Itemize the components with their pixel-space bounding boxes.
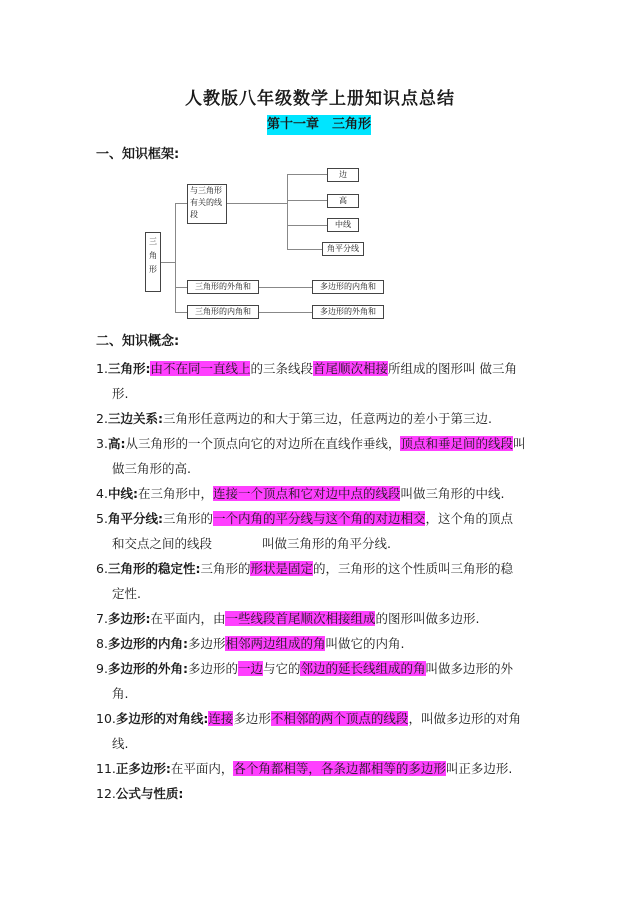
concept-number: 9.	[96, 661, 108, 676]
concept-number: 3.	[96, 436, 108, 451]
diagram-connector	[175, 203, 187, 204]
diagram-leaf-side: 边	[327, 168, 359, 182]
concept-item	[96, 431, 556, 481]
concept-text: 所组成的图形叫 做三角	[387, 361, 517, 376]
concept-term: 三角形:	[107, 361, 151, 376]
concept-text: 的图形叫做多边形.	[375, 611, 480, 626]
concept-text: 在三角形中，	[137, 486, 213, 501]
diagram-polygon-inner-box: 多边形的内角和	[312, 280, 384, 294]
concept-term: 三边关系:	[107, 411, 163, 426]
diagram-connector	[287, 174, 288, 249]
concept-continuation: 做三角形的高.	[112, 461, 191, 476]
highlighted-text: 顶点和垂足间的线段	[400, 436, 513, 451]
concept-term: 中线:	[107, 486, 138, 501]
chapter-heading: 第十一章 三角形	[267, 115, 371, 135]
concept-text: 多边形	[233, 711, 271, 726]
highlighted-text: 一边	[237, 661, 263, 676]
diagram-connector	[287, 249, 327, 250]
concept-item	[96, 406, 556, 431]
highlighted-text: 一个内角的平分线与这个角的对边相交	[212, 511, 426, 526]
concept-text: 的，三角形的这个性质叫三角形的稳	[312, 561, 513, 576]
concept-item	[96, 606, 556, 631]
diagram-leaf-median: 中线	[327, 218, 359, 232]
concept-number: 10.	[96, 711, 116, 726]
concept-item	[96, 631, 556, 656]
concept-item	[96, 706, 556, 756]
diagram-leaf-angle-bisector: 角平分线	[322, 242, 364, 256]
diagram-polygon-outer-box: 多边形的外角和	[312, 305, 384, 319]
concept-term: 多边形的外角:	[107, 661, 188, 676]
concept-text: 从三角形的一个顶点向它的对边所在直线作垂线，	[125, 436, 401, 451]
diagram-outer-angle-box: 三角形的外角和	[187, 280, 259, 294]
highlighted-text: 一些线段首尾顺次相接组成	[225, 611, 376, 626]
diagram-root-box: 三角形	[145, 232, 161, 292]
concept-number: 4.	[96, 486, 108, 501]
concept-number: 2.	[96, 411, 108, 426]
concept-number: 5.	[96, 511, 108, 526]
diagram-connector	[287, 174, 327, 175]
knowledge-framework-diagram	[140, 160, 400, 332]
section-concepts-heading: 二、知识概念:	[96, 334, 180, 349]
concept-text: 三角形的	[162, 511, 213, 526]
concept-text: 三角形的	[200, 561, 251, 576]
highlighted-text: 不相邻的两个顶点的线段	[270, 711, 409, 726]
diagram-connector	[175, 287, 187, 288]
concept-text: 与它的	[262, 661, 301, 676]
concept-text: 叫正多边形.	[445, 761, 513, 776]
concept-item	[96, 356, 556, 406]
page-title: 人教版八年级数学上册知识点总结	[185, 89, 455, 109]
concept-continuation: 角.	[112, 686, 129, 701]
concept-item	[96, 656, 556, 706]
highlighted-text: 连接一个顶点和它对边中点的线段	[212, 486, 401, 501]
concept-text: 多边形	[187, 636, 226, 651]
concept-text: ，这个角的顶点	[425, 511, 513, 526]
section-framework-heading: 一、知识框架:	[96, 147, 180, 162]
highlighted-text: 由不在同一直线上	[150, 361, 251, 376]
highlighted-text: 首尾顺次相接	[312, 361, 388, 376]
concept-number: 8.	[96, 636, 108, 651]
concept-text: 的三条线段	[250, 361, 313, 376]
highlighted-text: 各个角都相等，各条边都相等的多边形	[233, 761, 446, 776]
diagram-connector	[287, 200, 327, 201]
concept-term: 多边形的内角:	[107, 636, 188, 651]
concept-text: ，叫做多边形的对角	[408, 711, 521, 726]
concept-number: 6.	[96, 561, 108, 576]
diagram-connector	[227, 203, 287, 204]
concept-text: 多边形的	[187, 661, 238, 676]
concept-number: 11.	[96, 761, 116, 776]
highlighted-text: 连接	[208, 711, 234, 726]
concept-continuation: 和交点之间的线段 叫做三角形的角平分线.	[112, 536, 391, 551]
highlighted-text: 形状是固定	[250, 561, 313, 576]
concept-term: 多边形:	[107, 611, 151, 626]
diagram-leaf-height: 高	[327, 194, 359, 208]
concept-item	[96, 781, 556, 806]
concept-number: 12.	[96, 786, 116, 801]
concept-term: 正多边形:	[115, 761, 171, 776]
concept-item	[96, 556, 556, 606]
concept-text: 叫做它的内角.	[325, 636, 405, 651]
concept-term: 高:	[107, 436, 126, 451]
concept-number: 7.	[96, 611, 108, 626]
diagram-connector	[287, 225, 327, 226]
concept-number: 1.	[96, 361, 108, 376]
concept-list	[96, 356, 556, 806]
highlighted-text: 邻边的延长线组成的角	[300, 661, 426, 676]
concept-item	[96, 481, 556, 506]
concept-text: 叫做多边形的外	[425, 661, 514, 676]
concept-term: 角平分线:	[107, 511, 163, 526]
concept-text: 叫做三角形的中线.	[400, 486, 505, 501]
concept-item	[96, 506, 556, 556]
concept-continuation: 形.	[112, 386, 129, 401]
diagram-connector	[259, 312, 312, 313]
concept-continuation: 线.	[112, 736, 129, 751]
concept-text: 叫	[512, 436, 526, 451]
diagram-connector	[175, 312, 187, 313]
concept-term: 公式与性质:	[115, 786, 184, 801]
diagram-connector	[259, 287, 312, 288]
concept-term: 三角形的稳定性:	[107, 561, 201, 576]
diagram-connector	[175, 203, 176, 313]
concept-text: 在平面内，由	[150, 611, 226, 626]
diagram-segments-box: 与三角形有关的线段	[187, 184, 227, 224]
diagram-connector	[161, 262, 175, 263]
diagram-inner-angle-box: 三角形的内角和	[187, 305, 259, 319]
concept-continuation: 定性.	[112, 586, 141, 601]
concept-item	[96, 756, 556, 781]
concept-text: 三角形任意两边的和大于第三边，任意两边的差小于第三边.	[162, 411, 492, 426]
concept-text: 在平面内，	[170, 761, 234, 776]
highlighted-text: 相邻两边组成的角	[225, 636, 326, 651]
concept-term: 多边形的对角线:	[115, 711, 209, 726]
